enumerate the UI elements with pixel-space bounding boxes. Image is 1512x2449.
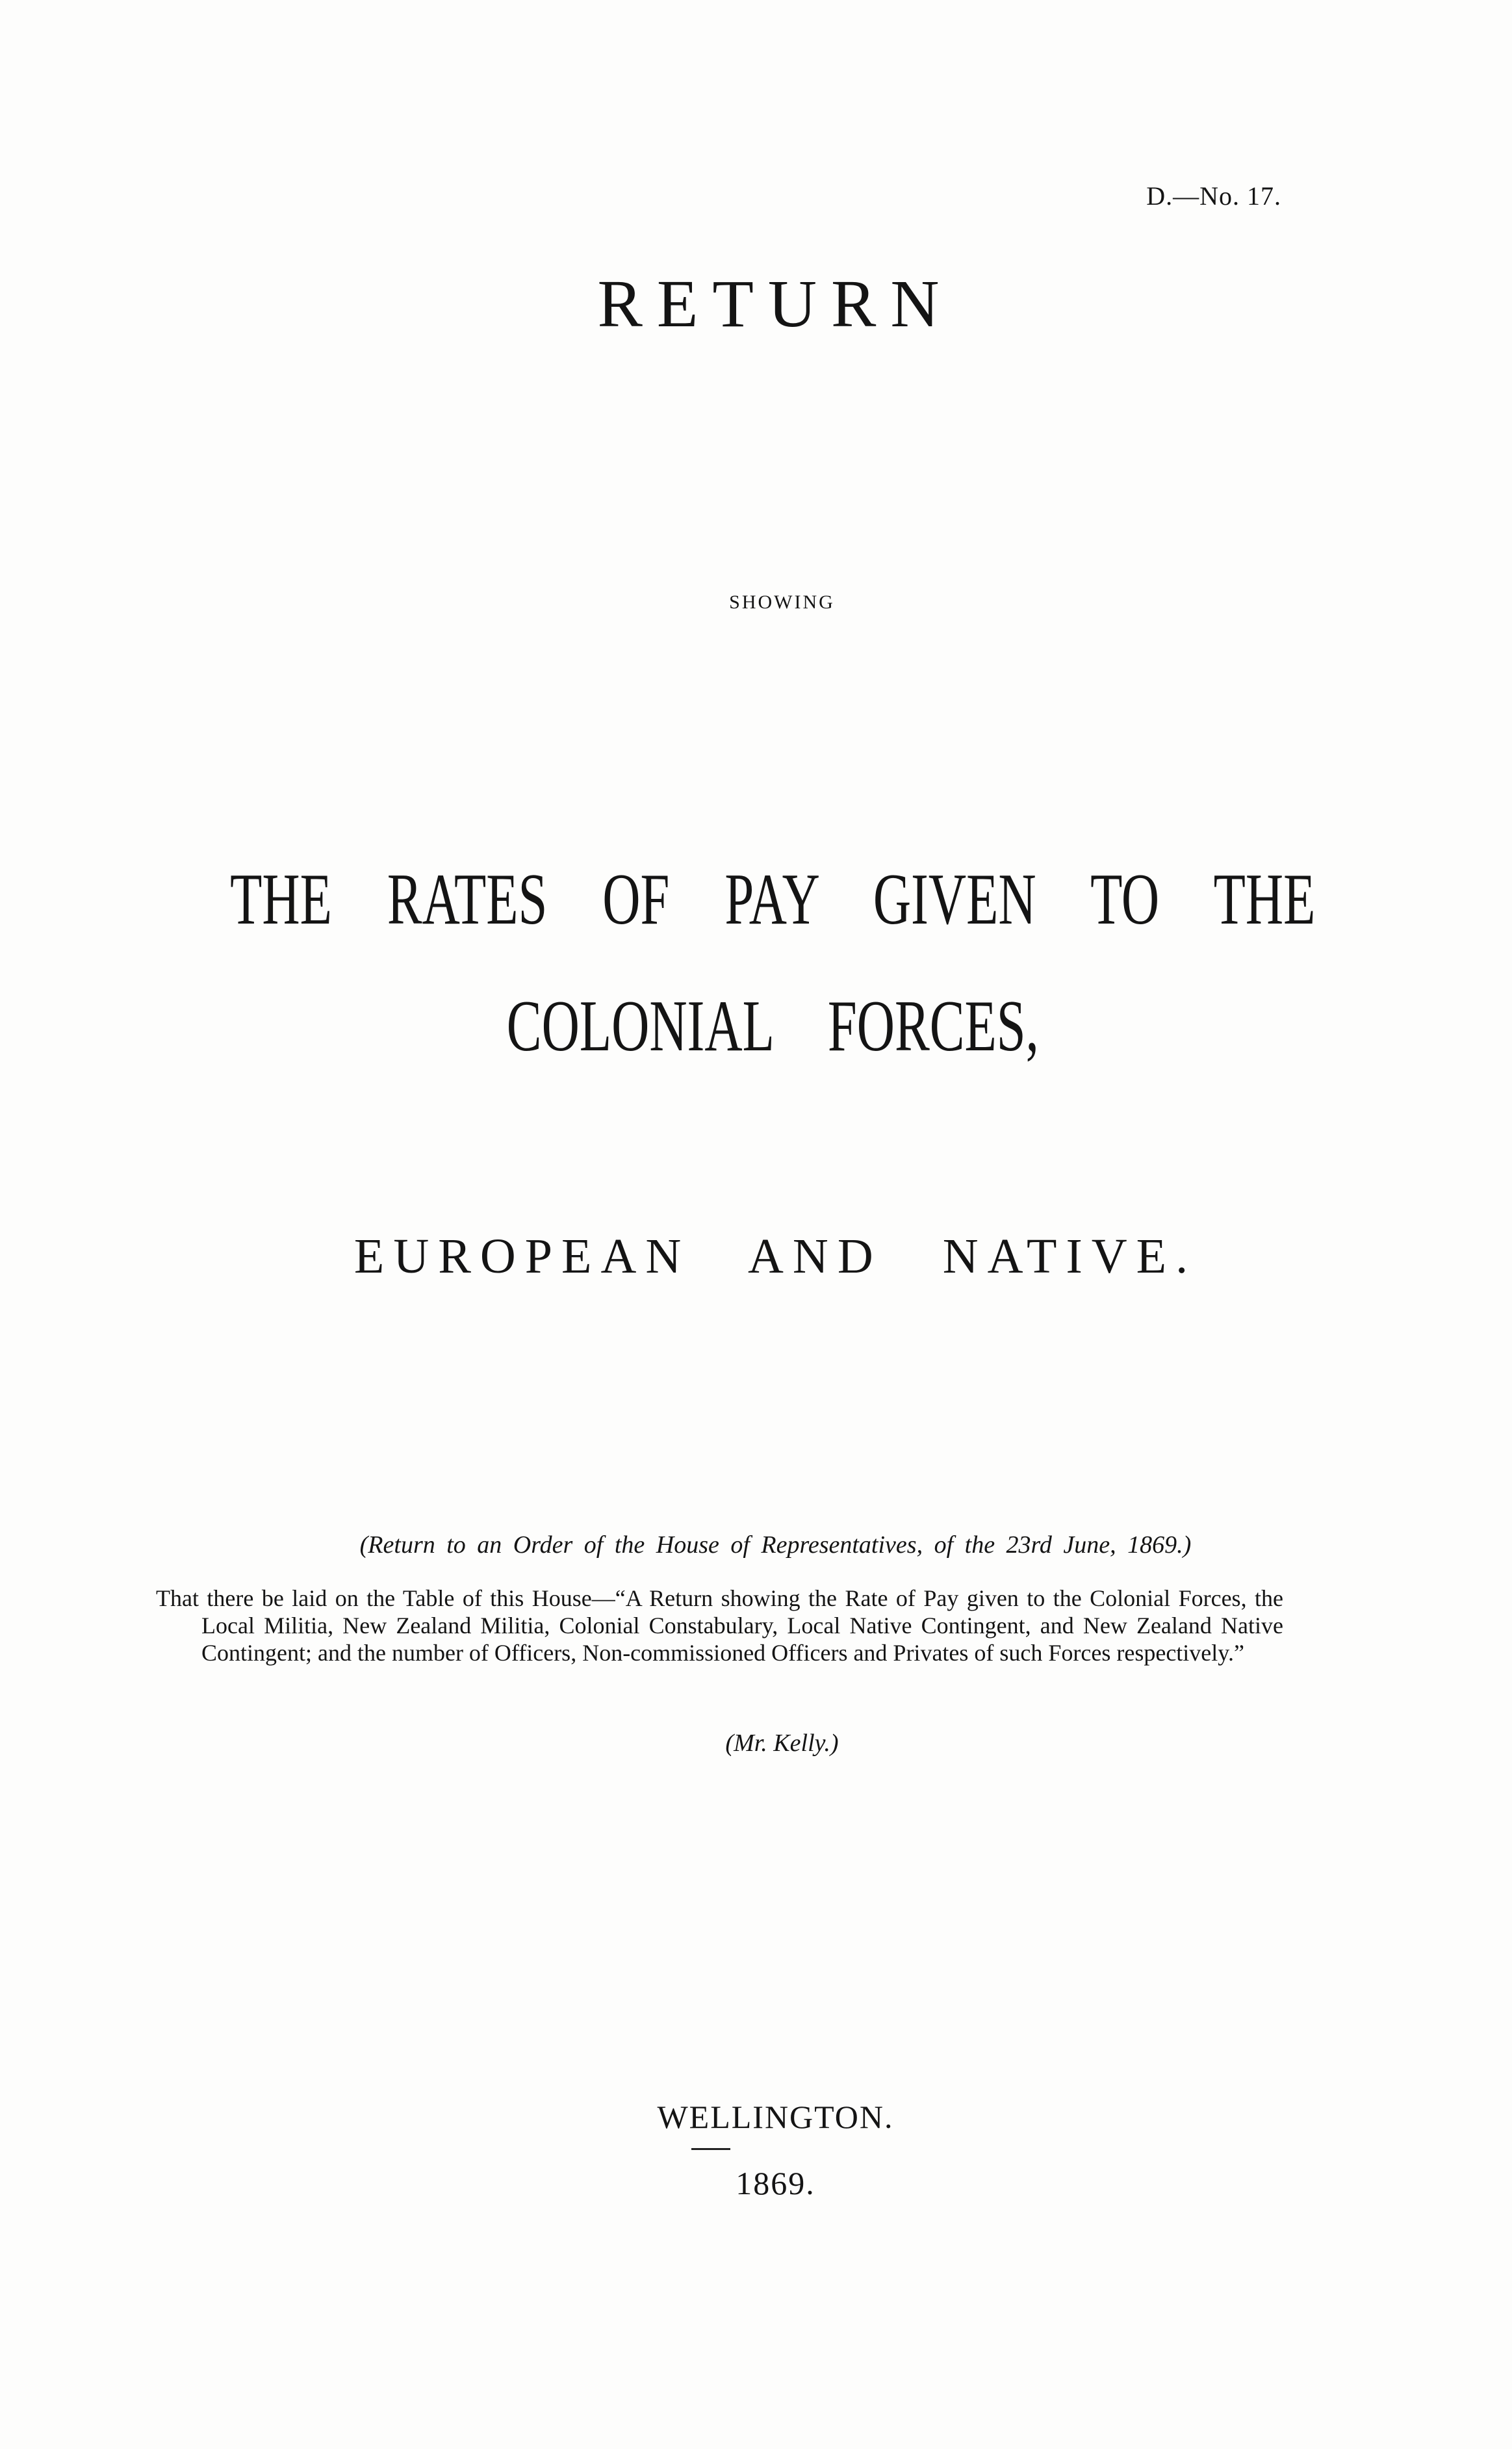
heading-line-2: COLONIAL FORCES, [506, 986, 1039, 1067]
title-return: RETURN [597, 266, 954, 341]
heading-line-3: EUROPEAN AND NATIVE. [353, 1229, 1198, 1284]
place-of-publication: WELLINGTON. [657, 2099, 894, 2135]
publication-year: 1869. [736, 2165, 815, 2201]
resolution-text: That there be laid on the Table of this House—“A Return showing the Rate of Pay given to the Colonial Forces, the Local Militia, New Zealand Militia, Colonial Constabulary, Local Native Contingent, and New Zealand Native Contingent; and the number of Officers, Non-commissioned Officers and Privates of such Forces respectively.” [156, 1585, 1283, 1666]
heading-line-1: THE RATES OF PAY GIVEN TO THE [230, 859, 1316, 940]
resolution-paragraph [156, 1585, 1283, 1666]
title-showing: SHOWING [729, 591, 835, 613]
order-note: (Return to an Order of the House of Representatives, of the 23rd June, 1869.) [359, 1531, 1192, 1559]
divider-rule [691, 2148, 730, 2150]
document-reference: D.—No. 17. [1146, 181, 1281, 211]
mover-name: (Mr. Kelly.) [725, 1730, 839, 1757]
